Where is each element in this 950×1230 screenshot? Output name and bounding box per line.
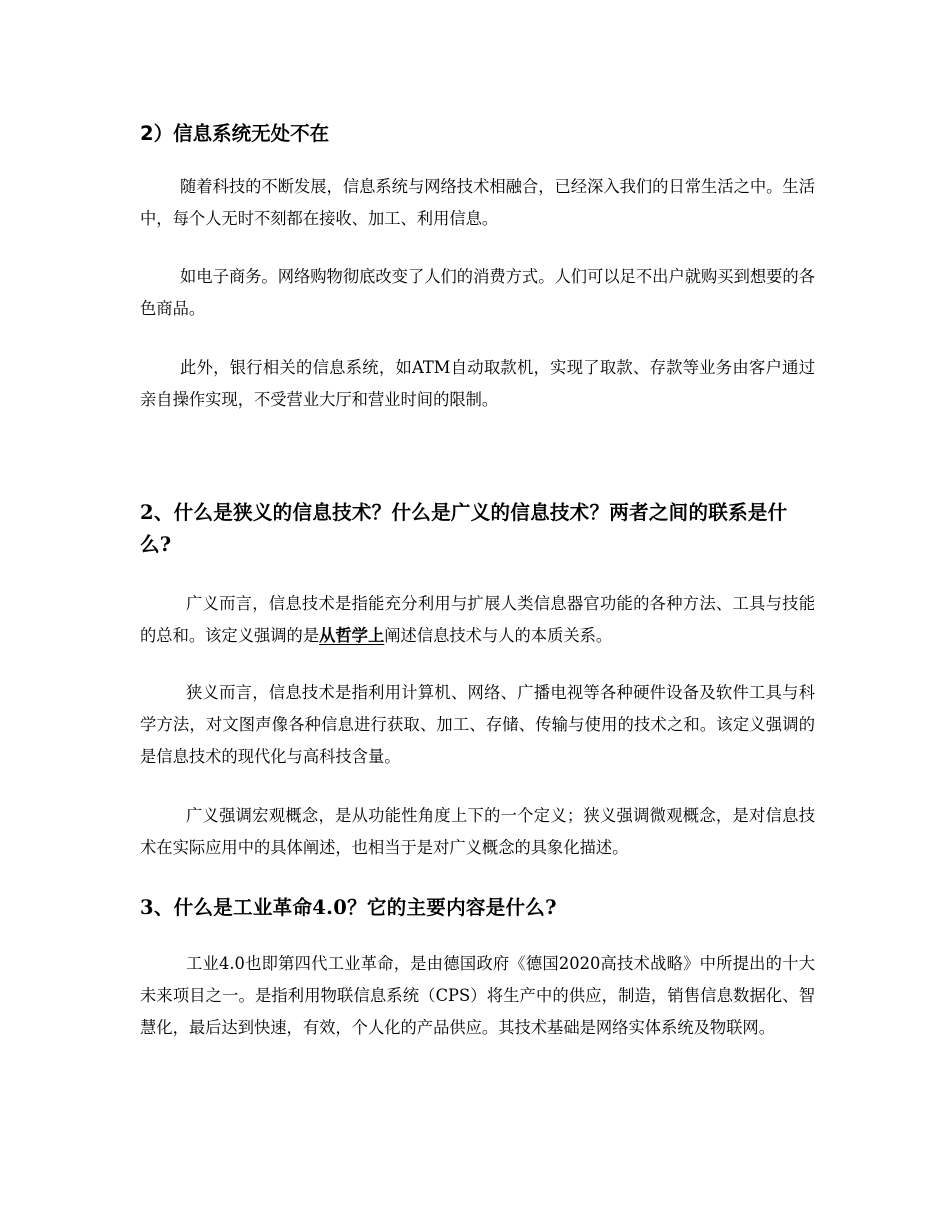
paragraph-narrow-definition: 狭义而言，信息技术是指利用计算机、网络、广播电视等各种硬件设备及软件工具与科学方法，对文图声像各种信息进行获取、加工、存储、传输与使用的技术之和。该定义强调的是信息技术的现代化与高科技含量。 <box>140 683 815 766</box>
emphasis-philosophy: 从哲学上 <box>319 626 385 645</box>
paragraph-bank-atm: 此外，银行相关的信息系统，如ATM自动取款机，实现了取款、存款等业务由客户通过亲自操作实现，不受营业大厅和营业时间的限制。 <box>140 358 815 409</box>
section-heading-information-systems-everywhere: 2）信息系统无处不在 <box>140 122 330 145</box>
broad-definition-text: 广义而言，信息技术是指能充分利用与扩展人类信息器官功能的各种方法、工具与技能的总和。该定义强调的是 <box>140 594 815 645</box>
paragraph-comparison: 广义强调宏观概念，是从功能性角度上下的一个定义；狭义强调微观概念，是对信息技术在实际应用中的具体阐述，也相当于是对广义概念的具象化描述。 <box>140 806 815 857</box>
paragraph-industry-4: 工业4.0也即第四代工业革命，是由德国政府《德国2020高技术战略》中所提出的十大未来项目之一。是指利用物联信息系统（CPS）将生产中的供应，制造，销售信息数据化、智慧化，最后达到快速，有效，个人化的产品供应。其技术基础是网络实体系统及物联网。 <box>140 954 815 1037</box>
question-heading-industry-4: 3、什么是工业革命4.0？它的主要内容是什么? <box>140 896 557 919</box>
question-heading-information-technology: 2、什么是狭义的信息技术？什么是广义的信息技术？两者之间的联系是什么? <box>140 501 788 556</box>
paragraph-tech-development: 随着科技的不断发展，信息系统与网络技术相融合，已经深入我们的日常生活之中。生活中，每个人无时不刻都在接收、加工、利用信息。 <box>140 177 815 228</box>
broad-definition-text-end: 阐述信息技术与人的本质关系。 <box>384 626 613 645</box>
paragraph-ecommerce: 如电子商务。网络购物彻底改变了人们的消费方式。人们可以足不出户就购买到想要的各色商品。 <box>140 267 815 318</box>
paragraph-broad-definition <box>140 588 815 652</box>
